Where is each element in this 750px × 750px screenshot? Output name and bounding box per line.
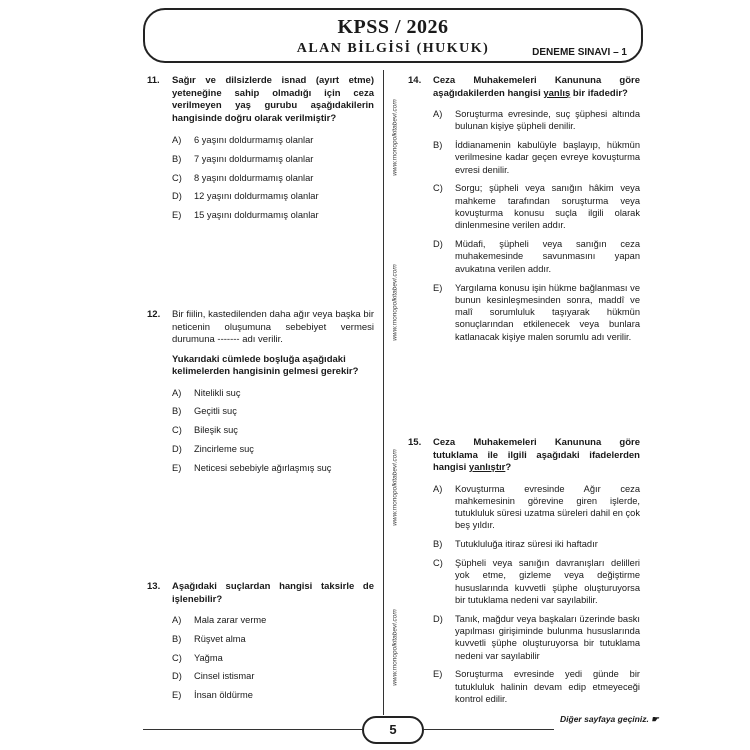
underlined-keyword: yanlış — [543, 87, 571, 99]
option-a[interactable]: A) Soruşturma evresinde, suç şüphesi altında bulunan kişiye şüpheli denilir. — [433, 109, 640, 132]
option-c[interactable]: C) Şüpheli veya sanığın davranışları delilleri yok etme, gizleme veya değiştirme hususlarında kuvvetli şüphe oluşturuyorsa bir tutuklama nedeni var sayılabilir. — [433, 557, 640, 605]
question-prompt: Yukarıdaki cümlede boşluğa aşağıdaki kelimelerden hangisinin gelmesi gerekir? — [172, 353, 359, 377]
option-a[interactable]: A) 6 yaşını doldurmamış olanlar — [172, 135, 314, 145]
footer-line-left — [143, 729, 362, 730]
option-d[interactable]: D) Müdafi, şüpheli veya sanığın ceza muhakemesinde savunmasını yapan avukatına verilen addır. — [433, 239, 640, 274]
question-number: 11. — [147, 75, 160, 86]
option-c[interactable]: C) Sorgu; şüpheli veya sanığın hâkim veya mahkeme tarafından soruşturma veya kovuşturma konusu suçla ilgili olarak dinlenmesine verilen addır. — [433, 183, 640, 231]
option-b[interactable]: B) İddianamenin kabulüyle başlayıp, hükmün verilmesine kadar geçen evreye kovuşturma evresi denilir. — [433, 140, 640, 175]
option-c[interactable]: C) Yağma — [172, 652, 223, 663]
option-d[interactable]: D) Zincirleme suç — [172, 443, 254, 454]
option-d[interactable]: D) Cinsel istismar — [172, 671, 255, 682]
question-number: 14. — [408, 75, 422, 86]
footer-line-right — [424, 729, 554, 730]
header-box — [143, 8, 643, 63]
option-b[interactable]: B) Geçitli suç — [172, 406, 237, 417]
question-number: 13. — [147, 581, 161, 592]
option-d[interactable]: D) 12 yaşını doldurmamış olanlar — [172, 191, 319, 202]
option-e[interactable]: E) Neticesi sebebiyle ağırlaşmış suç — [172, 462, 332, 473]
option-b[interactable]: B) Tutukluluğa itiraz süresi iki haftadır — [433, 539, 598, 550]
question-15 — [408, 437, 640, 712]
question-14 — [408, 75, 640, 350]
question-stem: Ceza Muhakemeleri Kanununa göre aşağıdakilerden hangisi yanlış bir ifadedir? — [433, 75, 640, 99]
option-c[interactable]: C) Bileşik suç — [172, 425, 238, 436]
option-a[interactable]: A) Nitelikli suç — [172, 387, 241, 398]
question-12 — [147, 309, 374, 480]
option-b[interactable]: B) 7 yaşını doldurmamış olanlar — [172, 153, 314, 164]
option-d[interactable]: D) Tanık, mağdur veya başkaları üzerinde baskı yapılması girişiminde bulunma hususlarında kuvvetli şüphe oluşturuyorsa bir tutuklama nedeni var sayılabilir — [433, 613, 640, 661]
column-divider — [383, 70, 384, 715]
option-b[interactable]: B) Rüşvet alma — [172, 633, 246, 644]
exam-label: DENEME SINAVI – 1 — [532, 47, 627, 58]
question-stem: Aşağıdaki suçlardan hangisi taksirle de işlenebilir? — [172, 581, 374, 605]
question-number: 12. — [147, 309, 161, 320]
question-13 — [147, 581, 374, 708]
question-stem: Bir fiilin, kastedilenden daha ağır veya başka bir neticenin oluşumuna sebebiyet vermesi durumuna ------- adı verilir. — [172, 309, 374, 345]
option-e[interactable]: E) 15 yaşını doldurmamış olanlar — [172, 210, 319, 221]
option-a[interactable]: A) Kovuşturma evresinde Ağır ceza mahkemesinin görevine giren işlerde, tutukluluk süresi uzatma süreleri dahil en çok beş yıldır. — [433, 483, 640, 531]
exam-subtitle: ALAN BİLGİSİ (HUKUK) — [296, 41, 490, 56]
option-e[interactable]: E) İnsan öldürme — [172, 690, 253, 701]
question-number: 15. — [408, 437, 422, 448]
question-stem: Ceza Muhakemeleri Kanununa göre tutuklama ile ilgili aşağıdaki ifadelerden hangisi yanlıştır? — [433, 437, 640, 473]
question-11 — [147, 75, 374, 228]
option-e[interactable]: E) Soruşturma evresinde yedi günde bir tutukluluk halinin devam edip etmeyeceği kontrol edilir. — [433, 669, 640, 704]
option-c[interactable]: C) 8 yaşını doldurmamış olanlar — [172, 172, 314, 183]
next-page-note: Diğer sayfaya geçiniz. ☛ — [560, 714, 659, 724]
underlined-keyword: yanlıştır — [468, 462, 506, 473]
page-number: 5 — [362, 716, 424, 744]
option-e[interactable]: E) Yargılama konusu işin hükme bağlanması ve bunun kesinleşmesinden sonra, maddî ve malî sorumluluk taşıyarak hükmün sonuçlarından etkilenecek veya bunlara katlanacak kişiye malen sorumlu adı verilir. — [433, 282, 640, 342]
question-stem: Sağır ve dilsizlerde isnad (ayırt etme) yeteneğine sahip olmadığı için ceza verilmeyen yaş gurubu aşağıdakilerin hangisinde doğru olarak verilmiştir? — [172, 75, 374, 124]
option-a[interactable]: A) Mala zarar verme — [172, 615, 267, 625]
exam-title: KPSS / 2026 — [337, 16, 449, 38]
